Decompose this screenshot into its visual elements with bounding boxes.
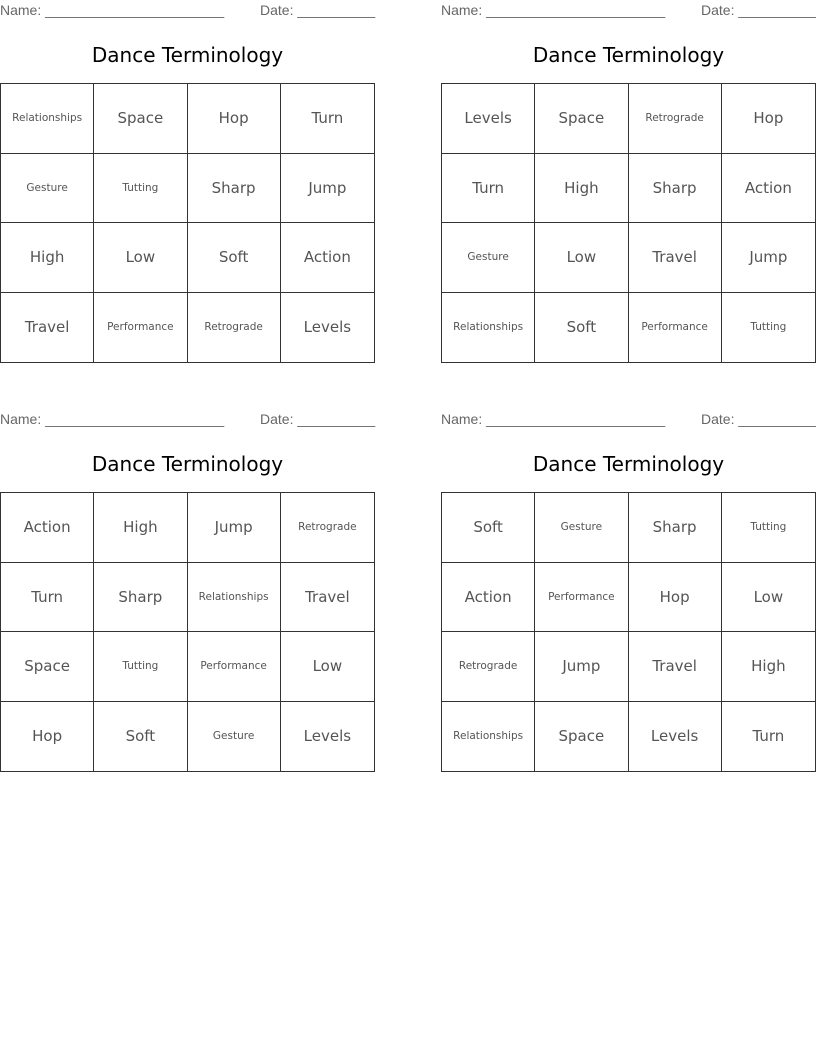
grid-cell: Tutting	[94, 154, 187, 224]
grid-cell: Hop	[722, 84, 815, 154]
grid-cell: Soft	[535, 293, 628, 363]
grid-cell: Relationships	[442, 293, 535, 363]
grid-cell: Hop	[629, 563, 722, 633]
grid-cell: Sharp	[629, 154, 722, 224]
grid-cell: Gesture	[442, 223, 535, 293]
grid-cell: Space	[535, 702, 628, 772]
grid-cell: Jump	[722, 223, 815, 293]
grid-cell: Soft	[442, 493, 535, 563]
grid-cell: Space	[94, 84, 187, 154]
grid-cell: Retrograde	[281, 493, 374, 563]
name-field: Name: _______________________	[0, 411, 225, 427]
header-line	[441, 2, 816, 20]
grid-cell: Relationships	[188, 563, 281, 633]
grid-cell: Action	[1, 493, 94, 563]
grid-cell: Retrograde	[188, 293, 281, 363]
grid-cell: Turn	[281, 84, 374, 154]
bingo-grid	[0, 83, 375, 363]
grid-cell: Turn	[752, 727, 785, 746]
card-title: Dance Terminology	[532, 43, 725, 67]
grid-cell: Performance	[188, 632, 281, 702]
date-field: Date: __________	[260, 2, 376, 18]
grid-cell: Levels	[303, 318, 352, 337]
grid-cell: Relationships	[442, 702, 535, 772]
name-field: Name: _______________________	[441, 2, 666, 18]
bingo-card-2	[441, 0, 816, 365]
grid-cell: Retrograde	[442, 632, 535, 702]
bingo-card-4	[441, 409, 816, 774]
grid-cell: Relationships	[1, 84, 94, 154]
grid-cell: Jump	[188, 493, 281, 563]
grid-cell: Levels	[442, 84, 535, 154]
grid-cell: Low	[94, 223, 187, 293]
grid-cell: Tutting	[722, 493, 815, 563]
name-field: Name: _______________________	[441, 411, 666, 427]
grid-cell: Tutting	[750, 321, 787, 334]
grid-cell: Turn	[442, 154, 535, 224]
bingo-grid	[441, 83, 816, 363]
grid-cell: Jump	[281, 154, 374, 224]
grid-cell: Space	[1, 632, 94, 702]
grid-cell: Hop	[188, 84, 281, 154]
grid-cell: Travel	[629, 632, 722, 702]
grid-cell: Low	[535, 223, 628, 293]
grid-cell: Sharp	[629, 493, 722, 563]
header-line	[0, 2, 375, 20]
bingo-card-1	[0, 0, 375, 365]
grid-cell: Travel	[1, 293, 94, 363]
card-title: Dance Terminology	[91, 43, 284, 67]
grid-cell: Turn	[1, 563, 94, 633]
grid-cell: High	[722, 632, 815, 702]
name-field: Name: _______________________	[0, 2, 225, 18]
grid-cell: Jump	[535, 632, 628, 702]
date-field: Date: __________	[701, 411, 816, 427]
grid-cell: High	[94, 493, 187, 563]
grid-cell: High	[535, 154, 628, 224]
grid-cell: Gesture	[188, 702, 281, 772]
grid-cell: Low	[281, 632, 374, 702]
grid-cell: Action	[722, 154, 815, 224]
grid-cell: Low	[722, 563, 815, 633]
date-field: Date: __________	[260, 411, 376, 427]
grid-cell: Levels	[629, 702, 722, 772]
bingo-grid	[0, 492, 375, 772]
grid-cell: Soft	[188, 223, 281, 293]
bingo-card-3	[0, 409, 375, 774]
grid-cell: Levels	[303, 727, 352, 746]
grid-cell: Travel	[281, 563, 374, 633]
grid-cell: Performance	[629, 293, 722, 363]
grid-cell: Gesture	[535, 493, 628, 563]
card-title: Dance Terminology	[91, 452, 284, 476]
grid-cell: Sharp	[94, 563, 187, 633]
grid-cell: Travel	[629, 223, 722, 293]
grid-cell: Action	[281, 223, 374, 293]
grid-cell: Retrograde	[629, 84, 722, 154]
grid-cell: Action	[442, 563, 535, 633]
grid-cell: Gesture	[1, 154, 94, 224]
grid-cell: Space	[535, 84, 628, 154]
card-title: Dance Terminology	[532, 452, 725, 476]
grid-cell: Tutting	[94, 632, 187, 702]
grid-cell: Soft	[94, 702, 187, 772]
bingo-grid	[441, 492, 816, 772]
grid-cell: Performance	[535, 563, 628, 633]
grid-cell: High	[1, 223, 94, 293]
header-line	[0, 411, 375, 429]
grid-cell: Hop	[1, 702, 94, 772]
header-line	[441, 411, 816, 429]
date-field: Date: __________	[701, 2, 816, 18]
grid-cell: Performance	[94, 293, 187, 363]
grid-cell: Sharp	[188, 154, 281, 224]
